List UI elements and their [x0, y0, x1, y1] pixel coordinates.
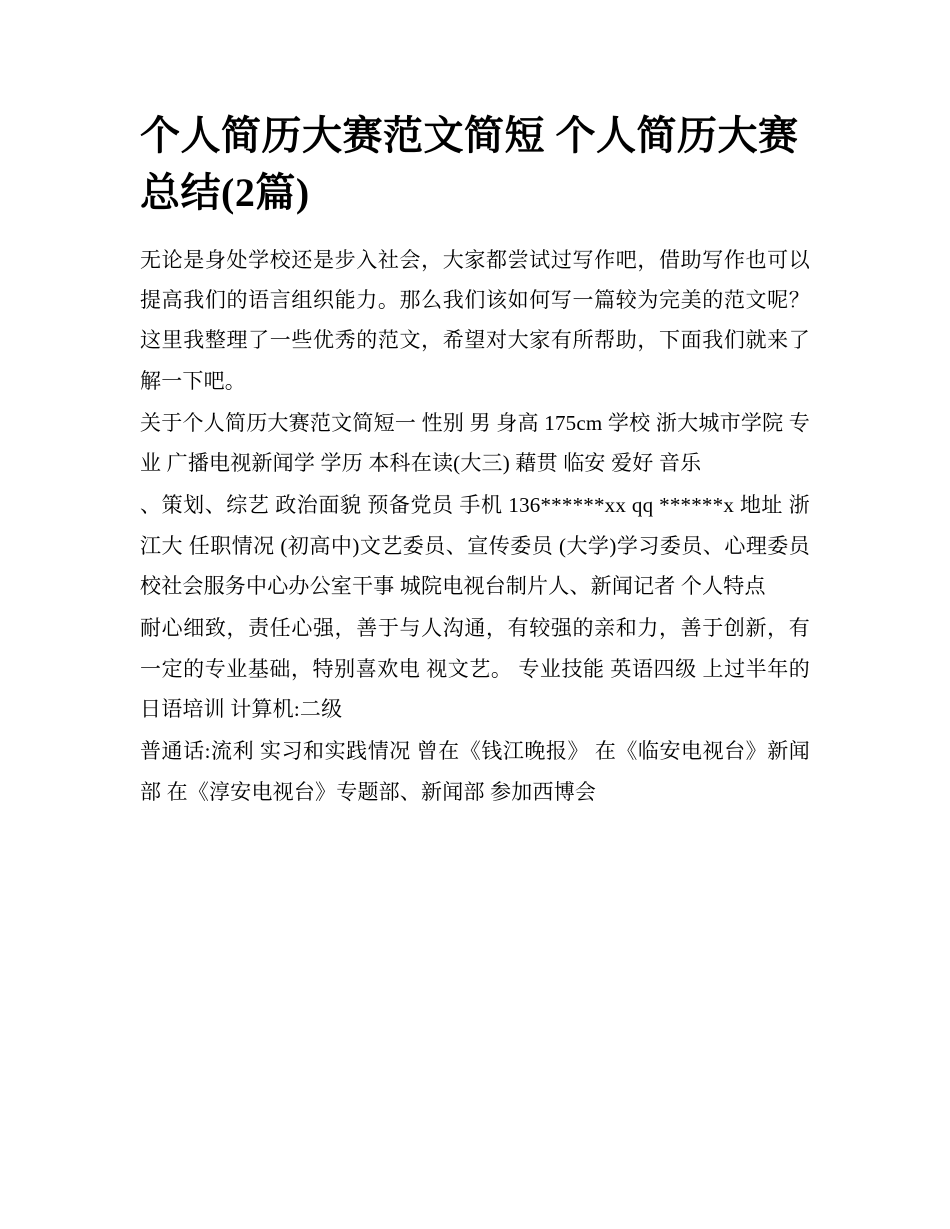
paragraph-2: 关于个人简历大赛范文简短一 性别 男 身高 175cm 学校 浙大城市学院 专业 广播电视新闻学 学历 本科在读(大三) 藉贯 临安 爱好 音乐 [140, 410, 810, 476]
paragraph-1: 无论是身处学校还是步入社会，大家都尝试过写作吧，借助写作也可以提高我们的语言组织能力。那么我们该如何写一篇较为完美的范文呢？这里我整理了一些优秀的范文，希望对大家有所帮助，下面我们就来了解一下吧。 [140, 247, 810, 393]
paragraph-5: 普通话:流利 实习和实践情况 曾在《钱江晚报》 在《临安电视台》新闻部 在《淳安电视台》专题部、新闻部 参加西博会 [140, 739, 810, 804]
paragraph-4: 耐心细致，责任心强，善于与人沟通，有较强的亲和力，善于创新，有一定的专业基础，特别喜欢电 视文艺。 专业技能 英语四级 上过半年的日语培训 计算机:二级 [140, 616, 810, 722]
paragraph-3: 、策划、综艺 政治面貌 预备党员 手机 136******xx qq ******x 地址 浙江大 任职情况 (初高中)文艺委员、宣传委员 (大学)学习委员、心理委员 校社会服务中心办公室干事 城院电视台制片人、新闻记者 个人特点 [140, 493, 810, 599]
page-title: 个人简历大赛范文简短 个人简历大赛总结(2篇) [140, 113, 799, 215]
